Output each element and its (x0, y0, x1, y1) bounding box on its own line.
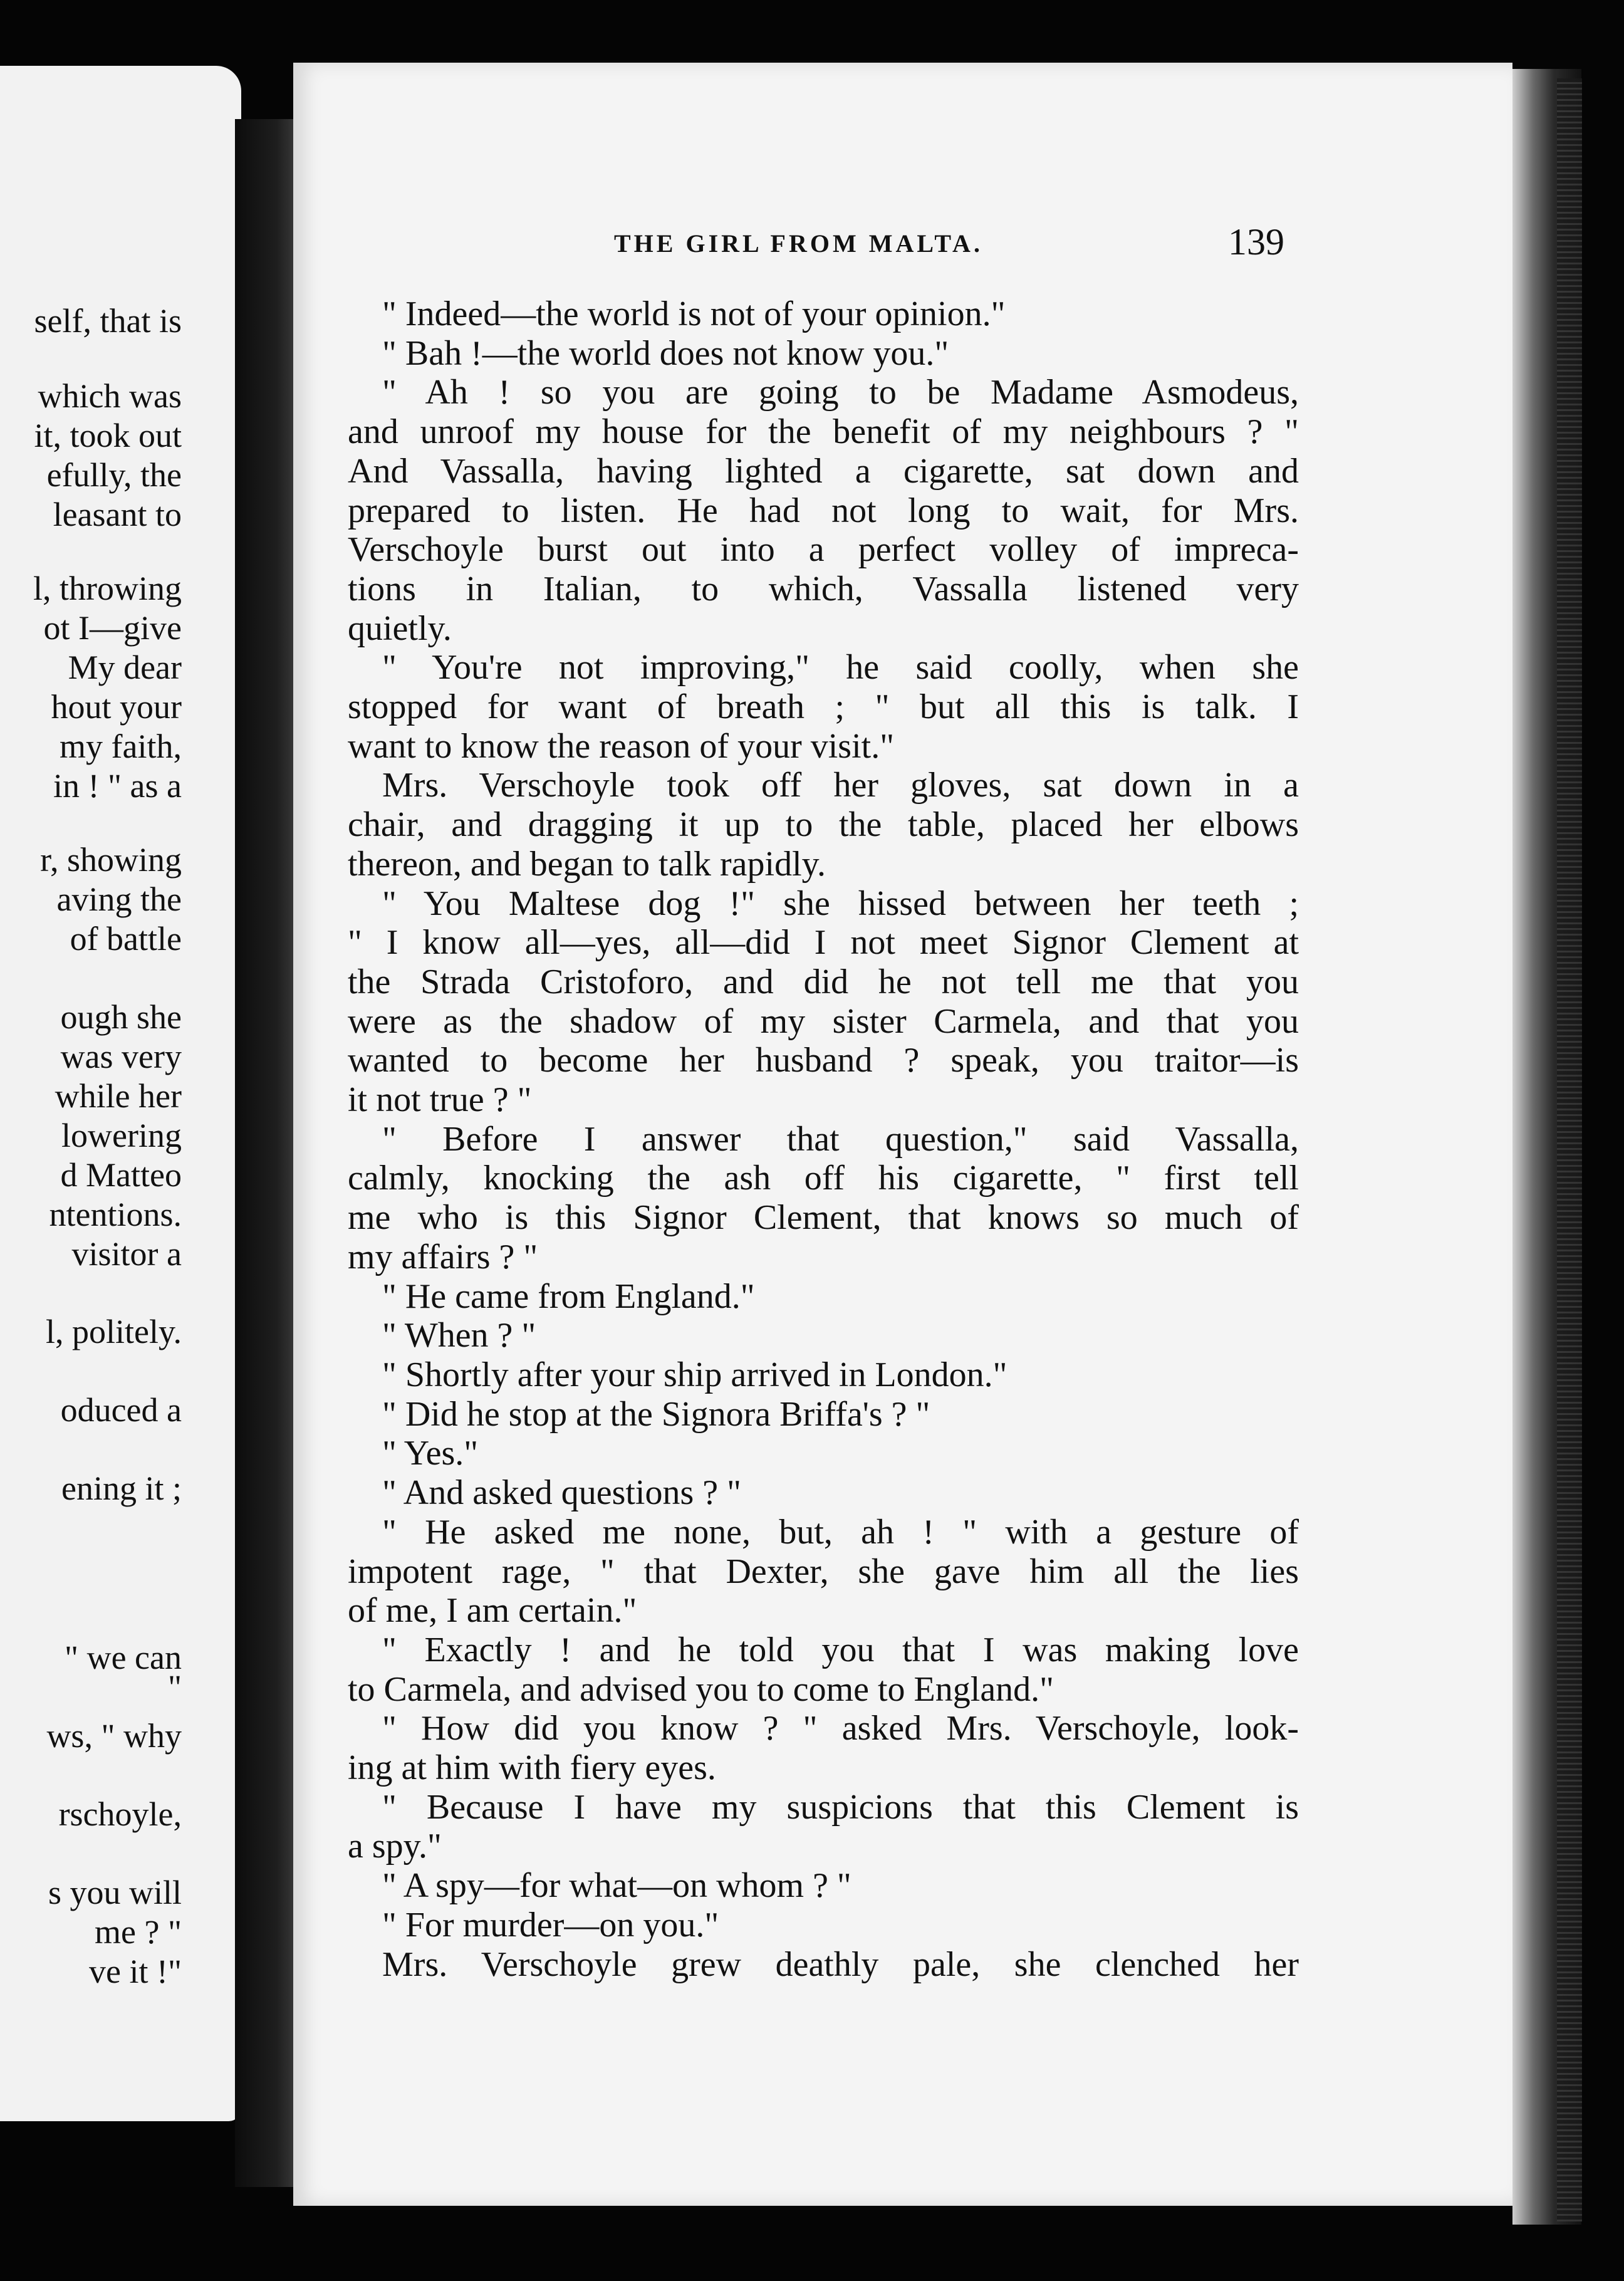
left-fragment: " (167, 1668, 182, 1706)
left-fragment: l, politely. (46, 1313, 182, 1350)
text-line: ing at him with fiery eyes. (348, 1748, 716, 1788)
page-number: 139 (1228, 221, 1284, 263)
left-fragment: ough she (60, 998, 182, 1036)
left-fragment: of battle (70, 920, 182, 958)
left-fragment: " we can (65, 1639, 182, 1676)
left-fragment: lowering (61, 1117, 182, 1154)
text-line: stopped for want of breath ; " but all this is talk. I (348, 687, 1299, 727)
running-title: THE GIRL FROM MALTA. (614, 229, 983, 258)
text-line: me who is this Signor Clement, that knows so much of (348, 1198, 1299, 1238)
text-line: " Ah ! so you are going to be Madame Asmodeus, (382, 373, 1299, 412)
left-fragment: leasant to (53, 496, 182, 533)
text-line: prepared to listen. He had not long to wait, for Mrs. (348, 491, 1299, 530)
left-fragment: which was (38, 377, 182, 415)
text-line: chair, and dragging it up to the table, placed her elbows (348, 805, 1299, 845)
text-line: it not true ? " (348, 1080, 532, 1120)
left-fragment: it, took out (34, 417, 182, 454)
text-line: my affairs ? " (348, 1237, 538, 1276)
text-line: and unroof my house for the benefit of my neighbours ? " (348, 412, 1299, 452)
text-line: wanted to become her husband ? speak, you traitor—is (348, 1041, 1299, 1080)
body-text (348, 295, 1299, 1984)
left-fragment: r, showing (40, 841, 182, 879)
text-line: tions in Italian, to which, Vassalla listened very (348, 569, 1299, 608)
text-line: quietly. (348, 608, 452, 648)
left-fragment: d Matteo (60, 1156, 182, 1194)
text-line: impotent rage, " that Dexter, she gave him all the lies (348, 1552, 1299, 1591)
left-fragment: visitor a (71, 1235, 182, 1273)
left-fragment: ntentions. (49, 1196, 182, 1233)
left-fragment: ening it ; (61, 1469, 182, 1507)
text-line: " Exactly ! and he told you that I was making love (382, 1630, 1299, 1669)
text-line: " Did he stop at the Signora Briffa's ? " (382, 1394, 930, 1434)
left-fragment: was very (60, 1038, 182, 1075)
text-line: " Yes." (382, 1434, 479, 1473)
text-line: And Vassalla, having lighted a cigarette, sat down and (348, 451, 1299, 491)
text-line: " Before I answer that question," said Vassalla, (382, 1119, 1299, 1159)
text-line: the Strada Cristoforo, and did he not tell me that you (348, 962, 1299, 1001)
text-line: Mrs. Verschoyle took off her gloves, sat down in a (382, 766, 1299, 805)
text-line: " Bah !—the world does not know you." (382, 333, 949, 373)
text-line: " Shortly after your ship arrived in London." (382, 1355, 1007, 1394)
left-fragment: efully, the (46, 456, 182, 494)
text-line: of me, I am certain." (348, 1591, 637, 1631)
text-line: " A spy—for what—on whom ? " (382, 1866, 851, 1906)
text-line: calmly, knocking the ash off his cigarette, " first tell (348, 1159, 1299, 1198)
left-fragment: ot I—give (43, 609, 182, 647)
text-line: " You Maltese dog !" she hissed between her teeth ; (382, 884, 1299, 923)
text-line: " I know all—yes, all—did I not meet Signor Clement at (348, 923, 1299, 963)
text-line: want to know the reason of your visit." (348, 726, 895, 766)
left-fragment: oduced a (60, 1391, 182, 1429)
left-fragment: self, that is (34, 302, 182, 340)
text-line: " He came from England." (382, 1276, 755, 1316)
text-line: Mrs. Verschoyle grew deathly pale, she clenched her (382, 1944, 1299, 1984)
text-line: " Because I have my suspicions that this Clement is (382, 1787, 1299, 1827)
left-page (0, 66, 241, 2121)
text-line: thereon, and began to talk rapidly. (348, 844, 826, 884)
left-fragment: l, throwing (33, 570, 182, 607)
left-fragment: me ? " (95, 1913, 182, 1951)
text-line: " How did you know ? " asked Mrs. Verschoyle, look- (382, 1709, 1299, 1748)
text-line: " And asked questions ? " (382, 1473, 741, 1513)
text-line: " When ? " (382, 1316, 536, 1355)
left-fragment: while her (55, 1077, 182, 1115)
left-fragment: in ! " as a (53, 767, 182, 805)
text-line: a spy." (348, 1827, 442, 1866)
left-fragment: s you will (48, 1874, 182, 1911)
left-fragment: My dear (68, 649, 182, 686)
left-fragment: aving the (56, 880, 182, 918)
text-line: " For murder—on you." (382, 1905, 719, 1944)
left-fragment: rschoyle, (58, 1795, 182, 1833)
text-line: to Carmela, and advised you to come to England." (348, 1669, 1054, 1709)
left-fragment: ws, " why (46, 1717, 182, 1755)
text-line: " Indeed—the world is not of your opinion." (382, 295, 1006, 333)
page-edge-stack (1557, 78, 1582, 2221)
text-line: Verschoyle burst out into a perfect volley of impreca- (348, 530, 1299, 570)
text-line: " You're not improving," he said coolly, when she (382, 648, 1299, 687)
text-line: " He asked me none, but, ah ! " with a gesture of (382, 1512, 1299, 1552)
left-fragment: my faith, (60, 728, 182, 765)
left-fragment: ve it !" (89, 1953, 182, 1990)
left-fragment: hout your (51, 688, 182, 726)
text-line: were as the shadow of my sister Carmela, and that you (348, 1001, 1299, 1041)
